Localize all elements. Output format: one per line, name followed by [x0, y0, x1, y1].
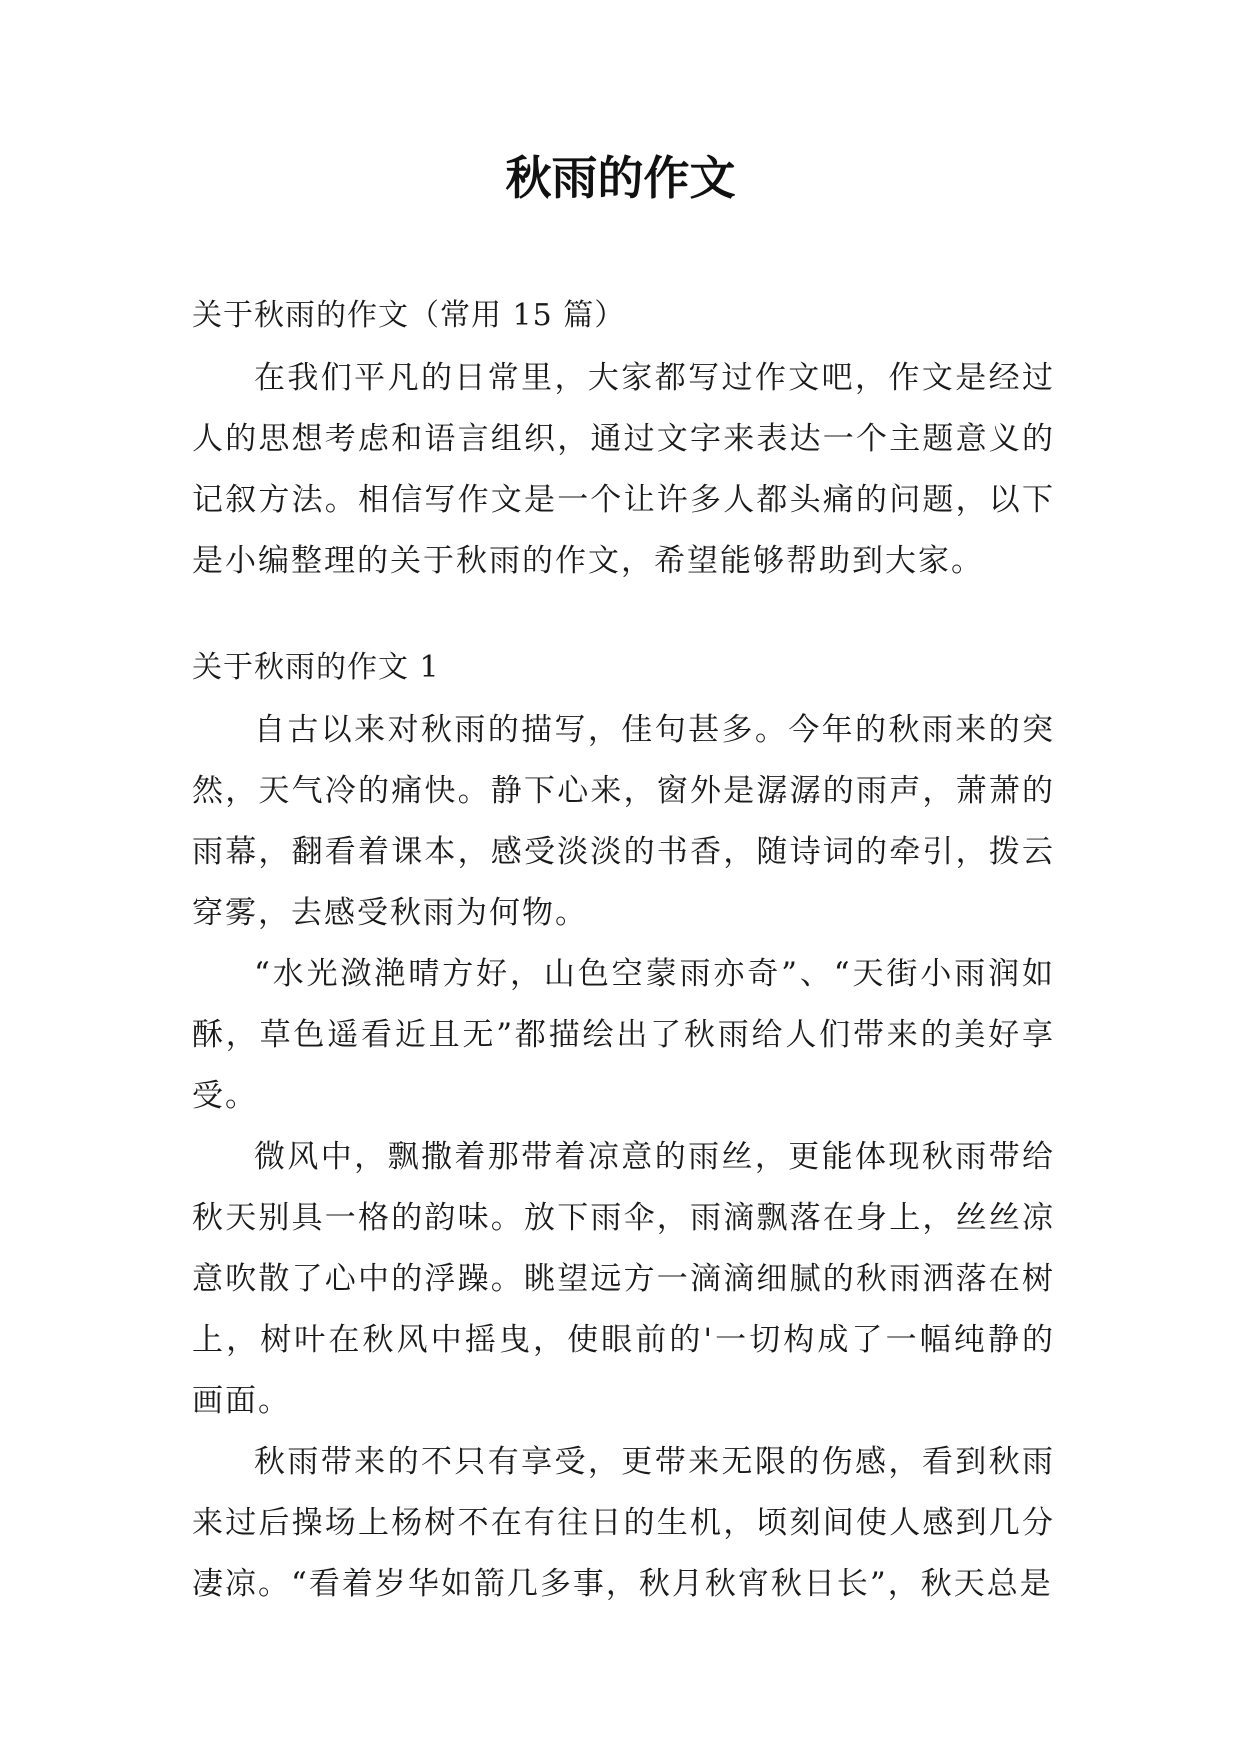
body-paragraph: “水光潋滟晴方好，山色空蒙雨亦奇”、“天街小雨润如酥，草色遥看近且无”都描绘出了秋雨给人们带来的美好享受。	[192, 956, 1055, 1114]
document-body	[192, 288, 1055, 1615]
body-paragraph: 自古以来对秋雨的描写，佳句甚多。今年的秋雨来的突然，天气冷的痛快。静下心来，窗外是潺潺的雨声，萧萧的雨幕，翻看着课本，感受淡淡的书香，随诗词的牵引，拨云穿雾，去感受秋雨为何物。	[192, 712, 1055, 931]
body-paragraph: 秋雨带来的不只有享受，更带来无限的伤感，看到秋雨来过后操场上杨树不在有往日的生机，顷刻间使人感到几分凄凉。“看着岁华如箭几多事，秋月秋宵秋日长”，秋天总是	[192, 1444, 1055, 1602]
document-title: 秋雨的作文	[505, 151, 736, 205]
collection-subtitle: 关于秋雨的作文（常用 15 篇）	[192, 298, 626, 333]
body-paragraph: 微风中，飘撒着那带着凉意的雨丝，更能体现秋雨带给秋天别具一格的韵味。放下雨伞，雨滴飘落在身上，丝丝凉意吹散了心中的浮躁。眺望远方一滴滴细腻的秋雨洒落在树上，树叶在秋风中摇曳，使眼前的'一切构成了一幅纯静的画面。	[192, 1139, 1055, 1419]
intro-paragraph: 在我们平凡的日常里，大家都写过作文吧，作文是经过人的思想考虑和语言组织，通过文字来表达一个主题意义的记叙方法。相信写作文是一个让许多人都头痛的问题，以下是小编整理的关于秋雨的作文，希望能够帮助到大家。	[192, 360, 1055, 579]
section-heading: 关于秋雨的作文 1	[192, 650, 440, 685]
